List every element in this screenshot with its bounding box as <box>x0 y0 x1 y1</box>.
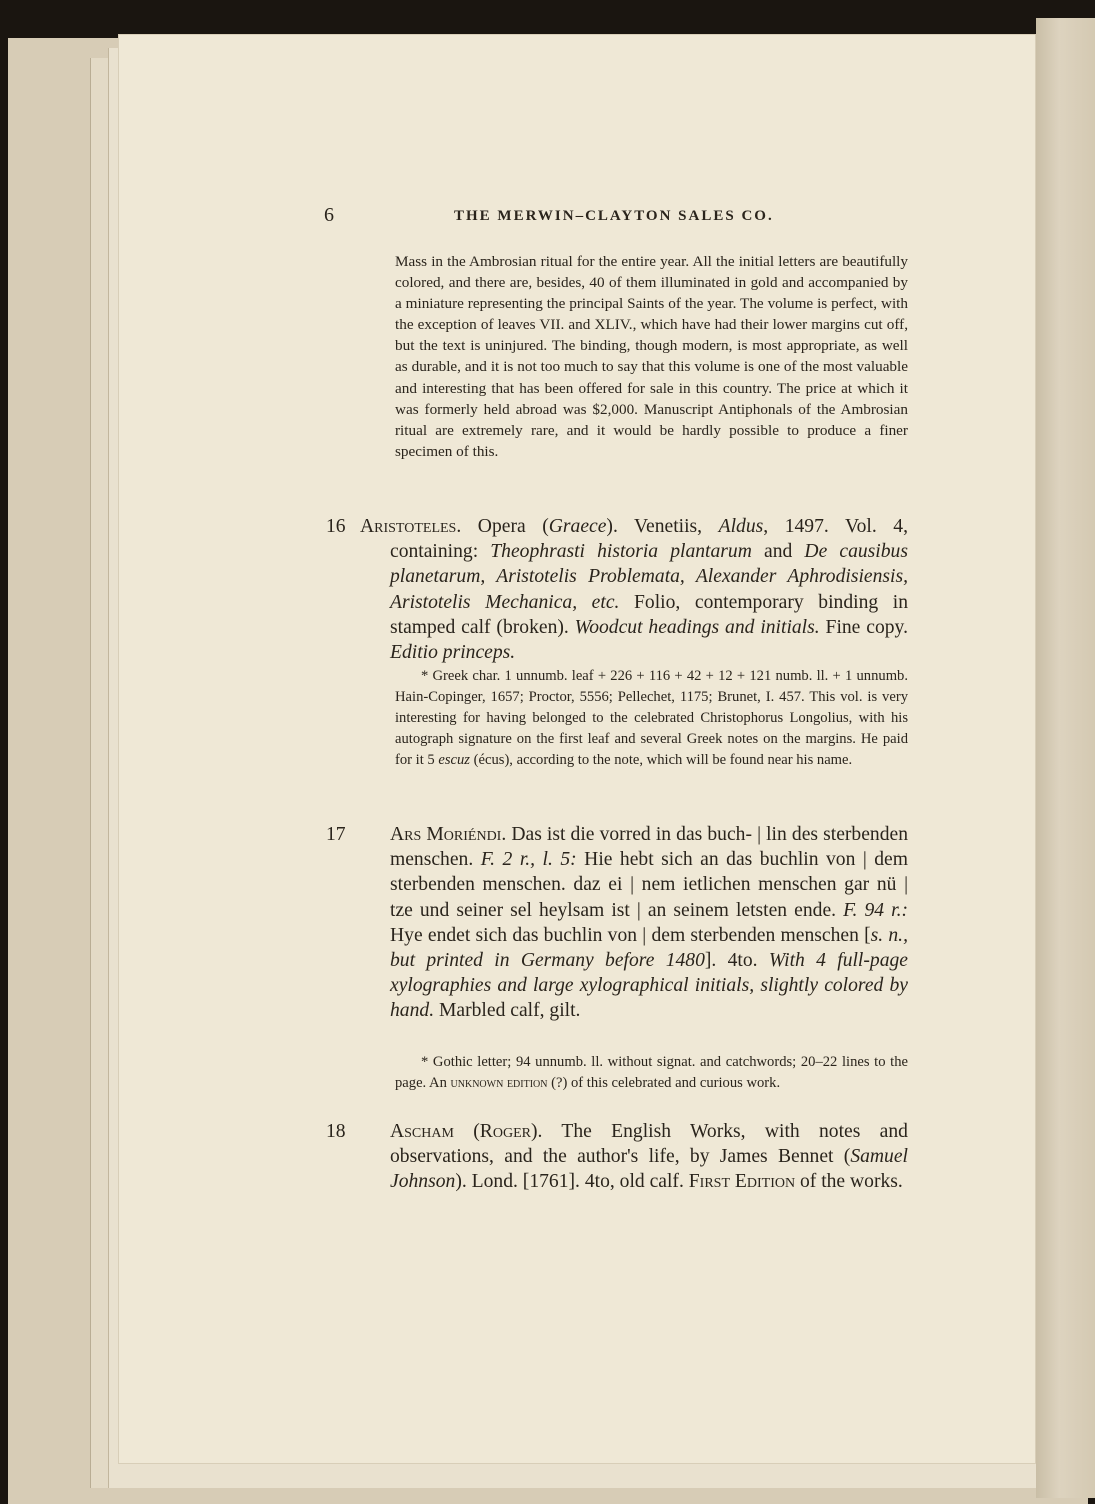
entry-16-notes: * Greek char. 1 unnumb. leaf + 226 + 116 + 42 + 12 + 121 numb. ll. + 1 unnumb. Hain-Copinger, 1657; Proctor, 5556; Pellechet, 1175; Brunet, I. 457. This vol. is very interesting for having belonged to the celebrated Christophorus Longolius, with his autograph signature on the first leaf and several Greek notes on the margins. He paid for it 5 escuz (écus), according to the note, which will be found near his name. <box>395 668 908 768</box>
entry-number: 18 <box>326 1121 346 1142</box>
catalogue-entry-17 <box>326 822 908 1024</box>
entry-number: 16 <box>326 516 346 537</box>
entry-17-notes: * Gothic letter; 94 unnumb. ll. without signat. and catchwords; 20–22 lines to the page. An unknown edition (?) of this celebrated and curious work. <box>395 1054 908 1091</box>
intro-paragraph: Mass in the Ambrosian ritual for the entire year. All the initial letters are beautifully colored, and there are, besides, 40 of them illuminated in gold and accompanied by a miniature representing the principal Saints of the year. The volume is perfect, with the exception of leaves VII. and XLIV., which have had their lower margins cut off, but the text is uninjured. The binding, though modern, is most appropriate, as well as durable, and it is not too much to say that this volume is one of the most valuable and interesting that has been offered for sale in this country. The price at which it was formerly held abroad was $2,000. Manuscript Antiphonals of the Ambrosian ritual are extremely rare, and it would be hardly possible to produce a finer specimen of this. <box>395 253 908 460</box>
catalogue-entry-18 <box>326 1119 908 1195</box>
catalogue-entry-16 <box>326 514 908 665</box>
entry-description: Aristoteles. Opera (Graece). Venetiis, Aldus, 1497. Vol. 4, containing: Theophrasti historia plantarum and De causibus planetarum, Aristotelis Problemata, Alexander Aphrodisiensis, Aristotelis Mechanica, etc. Folio, contemporary binding in stamped calf (broken). Woodcut headings and initials. Fine copy. Editio princeps. <box>360 516 909 664</box>
entry-description: Ars Moriéndi. Das ist die vorred in das buch- | lin des sterbenden menschen. F. 2 r., l. 5: Hie hebt sich an das buchlin von | dem sterbenden menschen. daz ei | nem ietlichen menschen gar nü | tze und seiner sel heylsam ist | an seinem letsten ende. F. 94 r.: Hye endet sich das buchlin von | dem sterbenden menschen [s. n., but printed in Germany before 1480]. 4to. With 4 full-page xylographies and large xylographical initials, slightly colored by hand. Marbled calf, gilt. <box>390 824 909 1022</box>
page-header <box>324 204 914 232</box>
running-title: THE MERWIN–CLAYTON SALES CO. <box>454 208 774 224</box>
entry-description: Ascham (Roger). The English Works, with notes and observations, and the author's life, by James Bennet (Samuel Johnson). Lond. [1761]. 4to, old calf. First Edition of the works. <box>390 1121 908 1193</box>
entry-number: 17 <box>326 824 346 845</box>
page-number: 6 <box>324 204 334 226</box>
entry-author: Ascham (Roger). <box>390 1121 543 1142</box>
entry-author: Ars Moriéndi. <box>390 824 507 845</box>
facing-page-edge <box>1036 18 1095 1498</box>
entry-author: Aristoteles. <box>360 516 462 537</box>
